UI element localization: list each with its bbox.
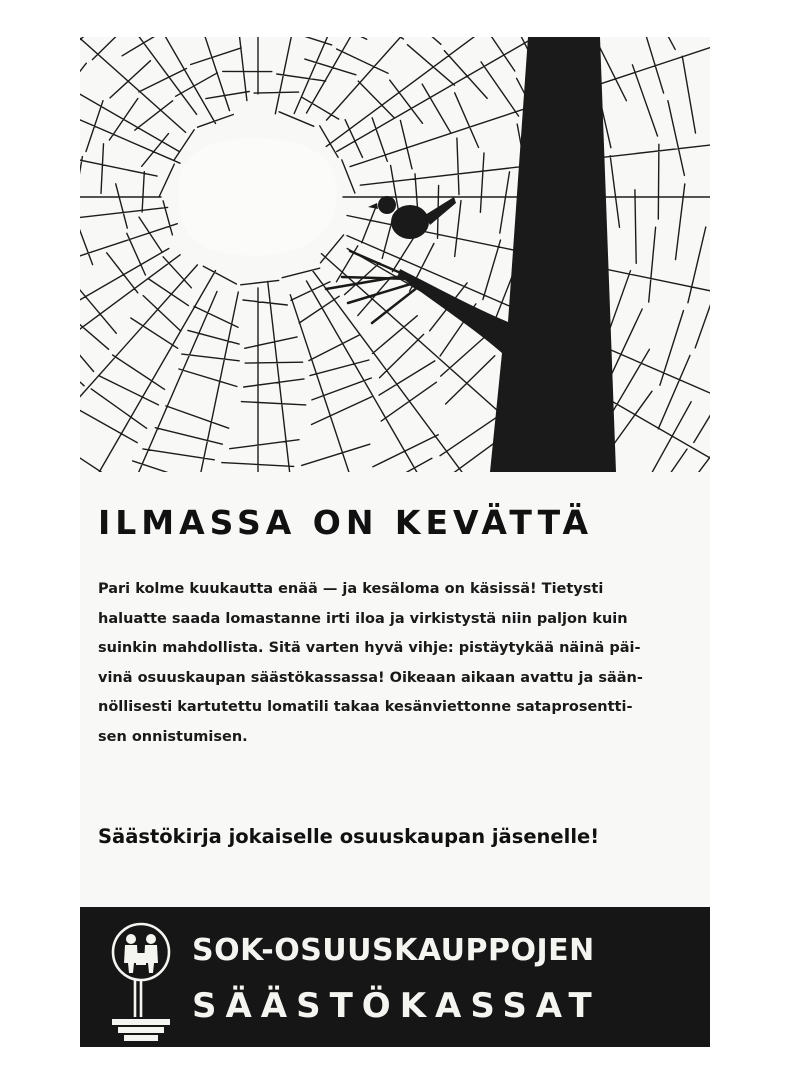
body-line: sen onnistumisen.: [98, 728, 248, 745]
slogan: Säästökirja jokaiselle osuuskaupan jäsenelle!: [98, 825, 600, 848]
footer-line-2: SÄÄSTÖKASSAT: [192, 986, 601, 1026]
body-line: vinä osuuskaupan säästökassassa! Oikeaan aikaan avattu ja sään-: [98, 669, 643, 686]
body-paragraph: [98, 575, 698, 753]
cooperative-emblem-icon: [108, 919, 174, 1043]
footer-line-1: SOK-OSUUSKAUPPOJEN: [192, 933, 595, 968]
footer-banner: [80, 907, 710, 1047]
advertisement: [80, 37, 710, 1047]
tree-bird-sun-illustration: [80, 37, 710, 472]
headline: ILMASSA ON KEVÄTTÄ: [98, 503, 594, 542]
body-line: haluatte saada lomastanne irti iloa ja virkistystä niin paljon kuin: [98, 610, 628, 627]
body-line: nöllisesti kartutettu lomatili takaa kesänviettonne sataprosentti-: [98, 699, 633, 716]
body-line: Pari kolme kuukautta enää — ja kesäloma on käsissä! Tietysti: [98, 581, 604, 597]
body-line: suinkin mahdollista. Sitä varten hyvä vihje: pistäytykää näinä päi-: [98, 640, 641, 657]
